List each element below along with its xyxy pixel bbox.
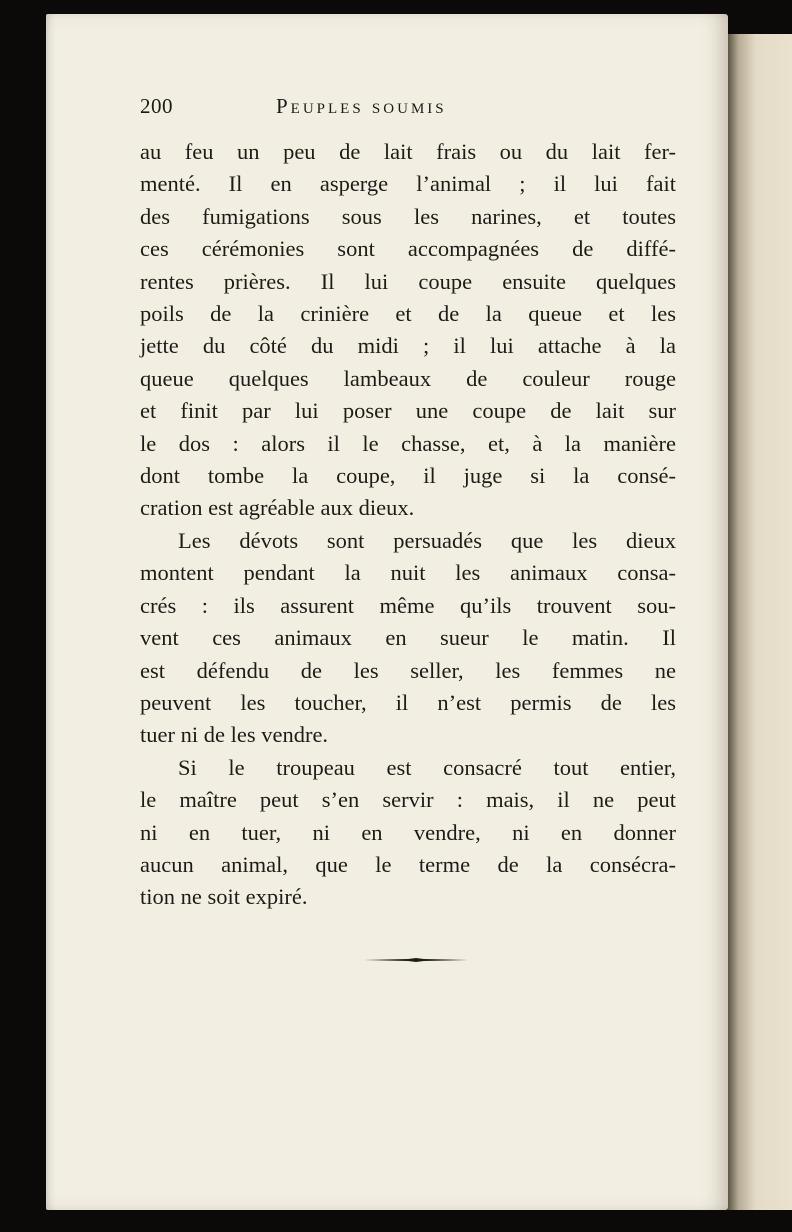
text-line: aucun animal, que le terme de la consécra- <box>140 851 676 877</box>
text-line: vent ces animaux en sueur le matin. Il <box>140 625 676 651</box>
running-title: Peuples soumis <box>276 94 447 118</box>
text-line: le dos : alors il le chasse, et, à la manière <box>140 430 676 456</box>
text-line: Si le troupeau est consacré tout entier, <box>178 754 676 780</box>
text-line: rentes prières. Il lui coupe ensuite quelques <box>140 268 676 294</box>
text-line: est défendu de les seller, les femmes ne <box>140 657 676 683</box>
text-line: des fumigations sous les narines, et toutes <box>140 203 676 229</box>
text-line: peuvent les toucher, il n’est permis de les <box>140 689 676 715</box>
text-line: tuer ni de les vendre. <box>140 722 329 748</box>
page-number: 200 <box>140 94 173 118</box>
text-line: crés : ils assurent même qu’ils trouvent sou- <box>140 592 676 618</box>
text-line: queue quelques lambeaux de couleur rouge <box>140 365 676 391</box>
text-line: poils de la crinière et de la queue et les <box>140 301 676 327</box>
text-line: ni en tuer, ni en vendre, ni en donner <box>140 819 676 845</box>
text-line: menté. Il en asperge l’animal ; il lui fait <box>140 171 676 197</box>
facing-page-edge <box>724 34 792 1210</box>
body-text <box>140 136 676 914</box>
text-line: jette du côté du midi ; il lui attache à la <box>140 333 676 359</box>
paragraph-1 <box>140 136 676 525</box>
paragraph-3 <box>140 752 676 914</box>
text-line: tion ne soit expiré. <box>140 884 308 910</box>
text-line: le maître peut s’en servir : mais, il ne peut <box>140 787 676 813</box>
text-line: ces cérémonies sont accompagnées de diffé- <box>140 236 676 262</box>
text-line: au feu un peu de lait frais ou du lait fer- <box>140 139 676 164</box>
paragraph-2 <box>140 525 676 752</box>
page-header <box>140 94 610 124</box>
text-line: et finit par lui poser une coupe de lait sur <box>140 398 676 424</box>
text-line: montent pendant la nuit les animaux consa- <box>140 560 676 586</box>
text-line: cration est agréable aux dieux. <box>140 495 415 521</box>
text-line: Les dévots sont persuadés que les dieux <box>178 527 676 553</box>
text-line: dont tombe la coupe, il juge si la consé- <box>140 463 676 489</box>
tailpiece-rule <box>364 957 468 963</box>
